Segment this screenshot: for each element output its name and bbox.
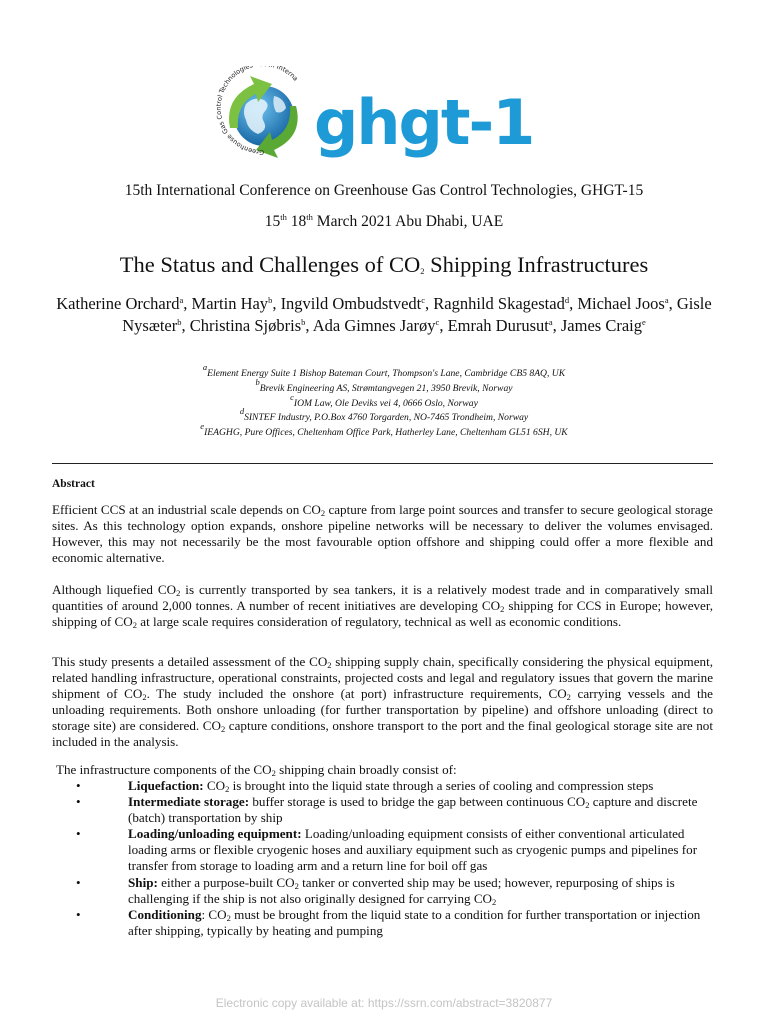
conference-name: 15th International Conference on Greenhouse Gas Control Technologies, GHGT-15	[124, 182, 644, 199]
logo-wordmark: ghgt-1	[314, 86, 534, 159]
bullet-icon: •	[76, 778, 81, 793]
subscript: 2	[585, 800, 590, 811]
author-list: Katherine Orchard$^a$, Martin Hay$^b$, Ingvild Ombudstvedt$^c$, Ragnhild Skagestad$^d$, Michael Joos$^a$, Gisle Nysæter$^b$, Christina Sjøbris$^b$, Ada Gimnes Jarøy$^c$, Emrah Durusut$^a$, James Craig$^e$	[56, 294, 712, 335]
abstract-paragraph-3: This study presents a detailed assessment of the $CO_2$ shipping supply chain, specifically considering the physical equipment, related handling infrastructure, operational constraints, projected costs and legal and regulatory issues that govern the marine shipment of $CO_2$. The study included the onshore (at port) infrastructure requirements, $CO_2$ carrying vessels and the unloading requirements. Both onshore unloading (for further transportation by pipeline) and offshore unloading (direct to storage site) are considered. $CO_2$ capture conditions, onshore transport to the port and the final geological storage site are not included in the analysis.	[52, 654, 713, 750]
author-affiliation-mark: c	[435, 317, 440, 327]
bullet-icon: •	[76, 826, 81, 842]
bullet-icon: •	[76, 794, 81, 810]
author-affiliation-mark: b	[301, 317, 306, 327]
subscript: 2	[320, 508, 326, 518]
author-affiliation-mark: c	[421, 295, 426, 305]
author-name: Martin Hay	[191, 294, 269, 313]
abstract-heading: Abstract	[52, 478, 95, 490]
author-name: Christina Sjøbris	[189, 316, 302, 335]
list-item: • Liquefaction: $CO_2$ is brought into the liquid state through a series of cooling and compression steps	[76, 778, 654, 794]
subscript: 2	[225, 784, 230, 794]
affiliation-line: $^c$IOM Law, Ole Deviks vei 4, 0666 Oslo, Norway	[290, 391, 478, 409]
list-item-term: Liquefaction:	[128, 778, 204, 793]
affiliation-list	[0, 362, 768, 441]
list-item-term: Loading/unloading equipment:	[128, 826, 302, 842]
list-item: • Ship: either a purpose-built $CO_2$ tanker or converted ship may be used; however, repurposing of ships is challenging if the ship is not also originally designed for carrying $CO_2$	[76, 874, 675, 907]
author-affiliation-mark: d	[564, 295, 570, 305]
subscript: 2	[566, 692, 571, 703]
ghgt-logo	[216, 66, 536, 162]
list-item: • Conditioning: $CO_2$ must be brought from the liquid state to a condition for further transportation or injection after shipping, typically by heating and pumping	[76, 906, 701, 938]
author-affiliation-mark: a	[548, 317, 553, 327]
author-name: Michael Joos	[577, 294, 665, 313]
author-affiliation-mark: b	[177, 317, 182, 327]
abstract-paragraph-2: Although liquefied $CO_2$ is currently transported by sea tankers, it is a relatively modest trade and in comparatively small quantities of around 2,000 tonnes. A number of recent initiatives are developing $CO_2$ shipping for CCS in Europe; however, shipping of $CO_2$ at large scale requires consideration of regulatory, technical as well as economic conditions.	[52, 582, 713, 631]
subscript: 2	[176, 588, 181, 598]
author-name: Emrah Durusut	[447, 316, 549, 335]
affiliation-line: $^b$Brevik Engineering AS, Strømtangvegen 21, 3950 Brevik, Norway	[255, 376, 513, 394]
component-list	[52, 778, 713, 939]
subscript: 2	[132, 620, 137, 631]
list-item: • Intermediate storage: buffer storage is used to bridge the gap between continuous $CO_2$ capture and discrete (batch) transportation by ship	[76, 794, 698, 826]
logo-ring-text: Greenhouse Gas C ol Technologie Interna	[216, 66, 300, 157]
author-name: Katherine Orchard	[56, 294, 180, 313]
ssrn-footer: Electronic copy available at: https://ssrn.com/abstract=3820877	[215, 996, 553, 1010]
header-divider	[52, 463, 713, 464]
bullet-icon: •	[76, 874, 81, 890]
abstract-paragraph-1: Efficient CCS at an industrial scale depends on $CO_2$ capture from large point sources and transfer to secure geological storage sites. As this technology option expands, onshore pipeline networks will be necessary to deliver the volumes envisaged. However, this may not necessarily be the most favourable option offshore and shipping could offer a more flexible and economic alternative.	[52, 502, 713, 566]
list-item-term: Ship:	[128, 874, 158, 890]
author-name: James Craig	[560, 316, 642, 335]
subscript: 2	[500, 604, 505, 615]
author-name: Ingvild Ombudstvedt	[280, 294, 422, 313]
subscript: 2	[226, 912, 231, 923]
subscript: 2	[220, 724, 226, 735]
subscript: 2	[294, 880, 299, 891]
list-item-term: Intermediate storage:	[128, 794, 250, 810]
author-affiliation-mark: e	[641, 317, 646, 327]
list-intro: The infrastructure components of the $CO_2$ shipping chain broadly consist of:	[56, 762, 457, 778]
author-name: Gisle Nysæter	[122, 294, 712, 335]
bullet-icon: •	[76, 906, 81, 922]
list-item-term: Conditioning	[128, 906, 202, 922]
author-name: Ada Gimnes Jarøy	[312, 316, 436, 335]
subscript: 2	[327, 660, 332, 670]
affiliation-line: $^e$IEAGHG, Pure Offices, Cheltenham Office Park, Hatherley Lane, Cheltenham GL51 6SH, UK	[200, 421, 568, 439]
author-affiliation-mark: b	[268, 295, 273, 305]
author-affiliation-mark: a	[179, 295, 184, 305]
affiliation-line: $^a$Element Energy Suite 1 Bishop Bateman Court, Thompson's Lane, Cambridge CB5 8AQ, UK	[202, 362, 566, 379]
subscript: 2	[492, 896, 497, 907]
paper-title: The Status and Challenges of $CO_2$ Shipping Infrastructures	[119, 252, 649, 277]
subscript: 2	[142, 692, 147, 703]
list-item: • Loading/unloading equipment: Loading/unloading equipment consists of either conventional articulated loading arms or flexible cryogenic hoses and auxiliary equipment such as cryogenic pumps and pipelines for transfer from storage to loading arm and a return line for boil off gas	[76, 826, 698, 874]
author-name: Ragnhild Skagestad	[433, 294, 565, 313]
conference-dates: 15th 18th March 2021 Abu Dhabi, UAE	[264, 212, 504, 230]
author-affiliation-mark: a	[664, 295, 669, 305]
affiliation-line: $^d$SINTEF Industry, P.O.Box 4760 Torgarden, NO-7465 Trondheim, Norway	[239, 406, 529, 424]
